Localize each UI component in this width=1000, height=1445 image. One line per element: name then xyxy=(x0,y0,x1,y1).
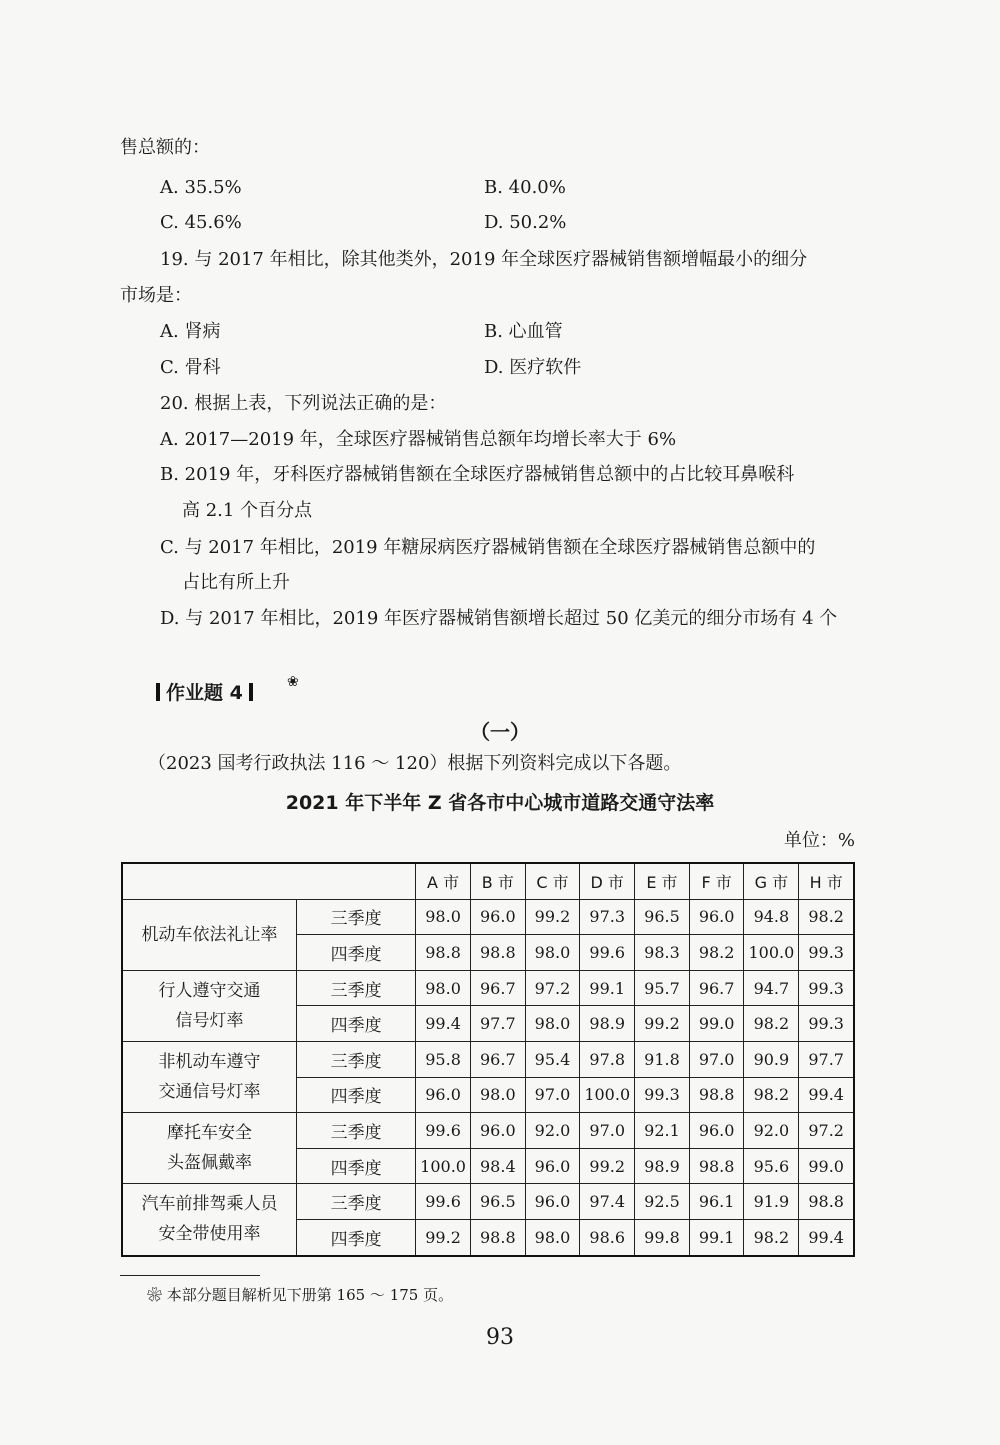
q18-option-c: C. 45.6% xyxy=(160,212,242,233)
q20-option-c-line2: 占比有所上升 xyxy=(182,572,290,593)
table-cell-value: 99.3 xyxy=(799,935,854,971)
source-line: （2023 国考行政执法 116 ～ 120）根据下列资料完成以下各题。 xyxy=(148,753,682,774)
table-cell-value: 100.0 xyxy=(416,1148,471,1184)
table-cell-value: 92.1 xyxy=(635,1113,690,1149)
header-city: E 市 xyxy=(635,863,690,899)
q20-stem: 20. 根据上表，下列说法正确的是： xyxy=(160,393,447,414)
row-quarter: 四季度 xyxy=(297,1006,416,1042)
table-cell-value: 99.3 xyxy=(635,1077,690,1113)
table-cell-value: 97.2 xyxy=(799,1113,854,1149)
table-cell-value: 96.0 xyxy=(470,899,525,935)
row-quarter: 四季度 xyxy=(297,1148,416,1184)
table-cell-value: 94.8 xyxy=(744,899,799,935)
table-cell-value: 98.0 xyxy=(416,970,471,1006)
footnote: ❀ 本部分题目解析见下册第 165 ～ 175 页。 xyxy=(147,1286,454,1304)
table-cell-value: 99.1 xyxy=(580,970,635,1006)
table-cell-value: 98.8 xyxy=(689,1077,744,1113)
table-cell-value: 97.7 xyxy=(470,1006,525,1042)
footnote-rule xyxy=(120,1275,260,1276)
page-number: 93 xyxy=(486,1325,514,1350)
q18-option-d: D. 50.2% xyxy=(484,212,567,233)
row-quarter: 四季度 xyxy=(297,1219,416,1255)
header-city: B 市 xyxy=(470,863,525,899)
row-category-line: 非机动车遵守 xyxy=(158,1052,261,1073)
table-cell-value: 98.9 xyxy=(580,1006,635,1042)
table-cell-value: 98.8 xyxy=(416,935,471,971)
table-cell-value: 96.1 xyxy=(689,1184,744,1220)
q20-option-a: A. 2017—2019 年，全球医疗器械销售总额年均增长率大于 6% xyxy=(160,429,677,450)
header-city: A 市 xyxy=(416,863,471,899)
q19-option-c: C. 骨科 xyxy=(160,357,221,378)
table-cell-value: 96.0 xyxy=(689,899,744,935)
row-quarter: 三季度 xyxy=(297,970,416,1006)
q20-option-c-line1: C. 与 2017 年相比，2019 年糖尿病医疗器械销售额在全球医疗器械销售总额中的 xyxy=(160,537,816,558)
row-quarter: 四季度 xyxy=(297,935,416,971)
table-cell-value: 99.3 xyxy=(799,970,854,1006)
table-cell-value: 99.6 xyxy=(416,1113,471,1149)
row-category xyxy=(122,899,297,970)
table-cell-value: 96.5 xyxy=(470,1184,525,1220)
table-cell-value: 99.4 xyxy=(799,1077,854,1113)
table-cell-value: 98.8 xyxy=(470,1219,525,1255)
header-city: H 市 xyxy=(799,863,854,899)
row-category xyxy=(122,1184,297,1256)
table-cell-value: 99.2 xyxy=(635,1006,690,1042)
homework-title xyxy=(150,681,259,705)
table-cell-value: 98.8 xyxy=(689,1148,744,1184)
q18-option-b: B. 40.0% xyxy=(484,177,566,198)
row-quarter: 三季度 xyxy=(297,1113,416,1149)
q19-stem-line2: 市场是： xyxy=(120,285,192,306)
table-row xyxy=(122,1184,854,1220)
right-bar-decoration xyxy=(249,683,253,701)
table-cell-value: 98.0 xyxy=(470,1077,525,1113)
table-cell-value: 96.7 xyxy=(470,1041,525,1077)
section-heading: （一） xyxy=(470,720,530,744)
table-cell-value: 97.0 xyxy=(689,1041,744,1077)
q20-option-d: D. 与 2017 年相比，2019 年医疗器械销售额增长超过 50 亿美元的细分市场有 4 个 xyxy=(160,608,838,629)
homework-title-text: 作业题 4 xyxy=(166,682,243,704)
row-category-line: 行人遵守交通 xyxy=(158,980,261,1001)
table-cell-value: 98.0 xyxy=(525,1219,580,1255)
table-cell-value: 98.3 xyxy=(635,935,690,971)
table-row xyxy=(122,1041,854,1077)
table-cell-value: 99.0 xyxy=(799,1148,854,1184)
table-cell-value: 98.2 xyxy=(799,899,854,935)
header-city: G 市 xyxy=(744,863,799,899)
table-cell-value: 99.3 xyxy=(799,1006,854,1042)
q18-option-a: A. 35.5% xyxy=(160,177,242,198)
table-cell-value: 100.0 xyxy=(744,935,799,971)
table-cell-value: 98.0 xyxy=(525,935,580,971)
table-cell-value: 95.7 xyxy=(635,970,690,1006)
table-cell-value: 97.2 xyxy=(525,970,580,1006)
row-category xyxy=(122,1113,297,1184)
header-blank xyxy=(122,863,416,899)
table-cell-value: 96.0 xyxy=(689,1113,744,1149)
table-cell-value: 98.0 xyxy=(525,1006,580,1042)
compliance-table xyxy=(121,862,855,1257)
intro-tail: 售总额的： xyxy=(120,137,210,158)
table-cell-value: 97.8 xyxy=(580,1041,635,1077)
table-row xyxy=(122,899,854,935)
row-quarter: 三季度 xyxy=(297,1041,416,1077)
table-cell-value: 98.2 xyxy=(689,935,744,971)
row-category-line: 机动车依法礼让率 xyxy=(141,924,278,945)
table-cell-value: 95.8 xyxy=(416,1041,471,1077)
table-cell-value: 95.4 xyxy=(525,1041,580,1077)
table-cell-value: 97.0 xyxy=(580,1113,635,1149)
q19-option-a: A. 肾病 xyxy=(160,321,221,342)
row-category-line: 摩托车安全 xyxy=(167,1123,253,1144)
table-cell-value: 100.0 xyxy=(580,1077,635,1113)
row-quarter: 四季度 xyxy=(297,1077,416,1113)
table-cell-value: 96.0 xyxy=(525,1184,580,1220)
table-cell-value: 99.6 xyxy=(416,1184,471,1220)
table-cell-value: 94.7 xyxy=(744,970,799,1006)
q20-option-b-line2: 高 2.1 个百分点 xyxy=(182,500,313,521)
table-cell-value: 98.9 xyxy=(635,1148,690,1184)
header-city: F 市 xyxy=(689,863,744,899)
row-category-line: 安全带使用率 xyxy=(158,1224,261,1245)
table-cell-value: 97.0 xyxy=(525,1077,580,1113)
table-cell-value: 98.2 xyxy=(744,1077,799,1113)
table-cell-value: 98.2 xyxy=(744,1219,799,1255)
header-city: D 市 xyxy=(580,863,635,899)
table-cell-value: 97.7 xyxy=(799,1041,854,1077)
table-cell-value: 99.2 xyxy=(525,899,580,935)
row-category-line: 头盔佩戴率 xyxy=(167,1153,253,1174)
table-row xyxy=(122,970,854,1006)
table-cell-value: 96.7 xyxy=(689,970,744,1006)
table-cell-value: 92.5 xyxy=(635,1184,690,1220)
left-bar-decoration xyxy=(156,683,160,701)
table-cell-value: 92.0 xyxy=(744,1113,799,1149)
row-category xyxy=(122,970,297,1041)
table-cell-value: 99.2 xyxy=(580,1148,635,1184)
table-cell-value: 98.2 xyxy=(744,1006,799,1042)
table-cell-value: 99.4 xyxy=(416,1006,471,1042)
table-cell-value: 99.8 xyxy=(635,1219,690,1255)
row-category-line: 交通信号灯率 xyxy=(158,1082,261,1103)
table-cell-value: 99.2 xyxy=(416,1219,471,1255)
table-cell-value: 99.4 xyxy=(799,1219,854,1255)
row-category-line: 信号灯率 xyxy=(175,1010,244,1031)
table-cell-value: 92.0 xyxy=(525,1113,580,1149)
table-cell-value: 96.0 xyxy=(525,1148,580,1184)
row-category-line: 汽车前排驾乘人员 xyxy=(141,1194,278,1215)
table-cell-value: 98.6 xyxy=(580,1219,635,1255)
q19-option-d: D. 医疗软件 xyxy=(484,357,582,378)
table-cell-value: 96.0 xyxy=(470,1113,525,1149)
table-cell-value: 99.0 xyxy=(689,1006,744,1042)
table-cell-value: 96.5 xyxy=(635,899,690,935)
table-title: 2021 年下半年 Z 省各市中心城市道路交通守法率 xyxy=(285,792,715,814)
row-category xyxy=(122,1041,297,1112)
table-cell-value: 90.9 xyxy=(744,1041,799,1077)
q19-stem-line1: 19. 与 2017 年相比，除其他类外，2019 年全球医疗器械销售额增幅最小的细分 xyxy=(160,249,808,270)
table-cell-value: 95.6 xyxy=(744,1148,799,1184)
table-cell-value: 96.7 xyxy=(470,970,525,1006)
table-cell-value: 98.4 xyxy=(470,1148,525,1184)
row-quarter: 三季度 xyxy=(297,899,416,935)
table-cell-value: 99.1 xyxy=(689,1219,744,1255)
q20-option-b-line1: B. 2019 年，牙科医疗器械销售额在全球医疗器械销售总额中的占比较耳鼻喉科 xyxy=(160,464,795,485)
table-cell-value: 91.8 xyxy=(635,1041,690,1077)
row-quarter: 三季度 xyxy=(297,1184,416,1220)
table-cell-value: 91.9 xyxy=(744,1184,799,1220)
q19-option-b: B. 心血管 xyxy=(484,321,563,342)
table-cell-value: 98.0 xyxy=(416,899,471,935)
flower-mark-icon: ❀ xyxy=(287,674,299,690)
table-cell-value: 98.8 xyxy=(470,935,525,971)
table-cell-value: 99.6 xyxy=(580,935,635,971)
header-city: C 市 xyxy=(525,863,580,899)
table-cell-value: 96.0 xyxy=(416,1077,471,1113)
table-header-row xyxy=(122,863,854,899)
table-cell-value: 97.4 xyxy=(580,1184,635,1220)
unit-label: 单位：% xyxy=(783,830,855,851)
table-cell-value: 98.8 xyxy=(799,1184,854,1220)
table-cell-value: 97.3 xyxy=(580,899,635,935)
table-row xyxy=(122,1113,854,1149)
